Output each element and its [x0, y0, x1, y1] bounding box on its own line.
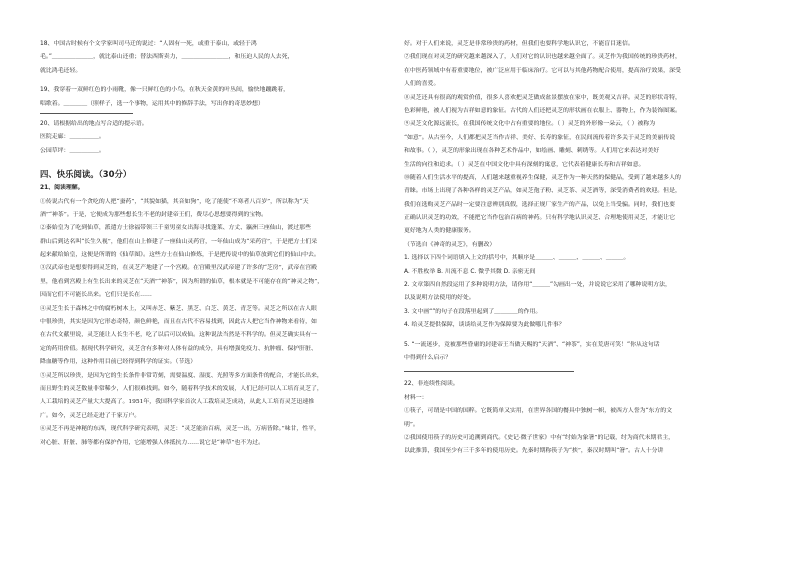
text-line: 人工栽培的灵芝产量大大提高了。1951年，我国科学家首次人工栽培灵芝成功，从此人工培育灵芝迅速推 — [40, 399, 315, 406]
text-line: ④灵芝生长于森林之中的腐朽树木上，又叫赤芝、紫芝、黑芝、白芝、黄芝、青芝等。灵芝之所以在古人眼 — [40, 305, 317, 312]
text-line: 里，他看到宫殿上有生长出来的灵芝在“天酒”“神茶”，因为所谓的仙草，根本就是不可能存在的“神灵之物”， — [40, 278, 324, 285]
text-line: 而且野生的灵芝数量非常稀少，人们很难找到。如今，随着科学技术的发展，人们已经可以人工培育灵芝了， — [40, 385, 323, 392]
text-line: ③汉武帝也是想要得到灵芝的，在灵芝产地建了一个宫殿。在宫殿里汉武帝建了许多的“芝房”，武帝在宫殿 — [40, 265, 317, 272]
text-line: 生活的向往和追求。（ ）灵芝在中国文化中具有深刻的寓意，它代表着健康长寿和吉祥如意。 — [404, 161, 645, 168]
text-line: ⑧灵芝还具有很高的观赏价值，很多人喜欢把灵芝做成盆景摆放在家中，既美观又吉祥。灵芝的形状奇特， — [404, 94, 681, 101]
text-line: ①筷子，可谓是中国的国粹。它既简单又实用，在世界各国的餐具中独树一帜，被西方人誉为“东方的文 — [404, 408, 673, 415]
text-line: “如意”。从古至今，人们都把灵芝当作吉祥、美好、长寿的象征，在民间流传着许多关于灵芝的美丽传说 — [404, 134, 676, 141]
text-line: A. 不胜枚举 B. 川流不息 C. 微乎其微 D. 亲密无间 — [404, 268, 536, 275]
text-line: 定的药用价值。据现代科学研究，灵芝含有多种对人体有益的成分，具有增强免疫力、抗肿瘤、保护肝脏、 — [40, 345, 317, 352]
text-line: 毛。”＿＿＿＿＿＿＿，就比泰山还重；替法西斯卖力，＿＿＿＿＿＿＿＿，和压迫人民的人去死， — [40, 54, 294, 61]
text-line: 19、我穿着一双鲜红色的小雨靴，像一只鲜红色的小鸟，在秋天金黄的叶丛间，愉快地蹦跳着， — [40, 87, 290, 94]
question-5 — [404, 339, 752, 366]
text-line: 唱歌着。＿＿＿＿（照样子，选一个事物，运用其中的修辞手法，写出你的奇思妙想） — [40, 100, 264, 107]
question-19 — [40, 84, 388, 111]
right-column — [404, 38, 752, 459]
text-line: 和故事。（ ），灵芝的形象出现在各种艺术作品中，如绘画、雕刻、刺绣等。人们用它来表达对美好 — [404, 148, 660, 155]
text-line: 在古代文献里说，灵芝能让人长生不老，吃了以后可以成仙。这种说法当然是不科学的。但灵芝确实具有一 — [40, 332, 317, 339]
text-line: 明”。 — [404, 421, 419, 428]
text-line: 酒”“神茶”。于是，它便成为那些想长生不老的封建帝王们，费尽心思想要得到的宝物。 — [40, 211, 267, 218]
text-line: 我们在选购灵芝产品时一定要注意辨别真假，选择正规厂家生产的产品，以免上当受骗。同时，我们也要 — [404, 201, 675, 208]
answer-line — [404, 371, 574, 372]
text-line: ①传说古代有一个贪吃的人把“蚕药”，“其貌如猫，其音如狗”，吃了能使“不寒者八百岁”，所以称为“天 — [40, 198, 309, 205]
text-line: 起来献给始皇，这便是所谓的《仙草图》。这些方士在仙山修炼，于是把传说中的仙草放到它们的仙山中去。 — [40, 252, 320, 259]
reading-passage-continued — [404, 38, 752, 252]
text-line: 公园草坪：＿＿＿＿＿。 — [40, 147, 105, 154]
text-line: 广。如今，灵芝已经走进了千家万户。 — [40, 412, 141, 419]
left-column — [40, 38, 388, 450]
text-line: 以此推算，我国至少有三千多年的使用历史。先秦时期称筷子为“挟”，秦汉时期叫“箸”。古人十分讲 — [404, 448, 664, 455]
text-line: 18、中国古时候有个文学家叫司马迁的说过：“人固有一死，或重于泰山，或轻于鸿 — [40, 41, 257, 47]
material-label: 材料一： — [404, 394, 428, 401]
question-22-title: 22、非连续性阅读。 — [404, 381, 459, 388]
text-line: 人们的喜爱。 — [404, 81, 440, 88]
text-line: 因而它们不可能长出来。它们只是长在…… — [40, 292, 152, 299]
text-line: ⑤灵芝所以珍贵，是因为它的生长条件非常苛刻，需要温度、湿度、光照等多方面条件的配合，才能长出来， — [40, 372, 323, 379]
text-line: 2. 文章第四自然段运用了多种说明方法，请你用“＿＿＿”勾画出一处，并说说它采用了哪种说明方法， — [404, 282, 671, 289]
text-line: 色彩鲜艳，被人们视为吉祥如意的象征。古代的人们还把灵芝的形状画在衣服上、器物上，作为装饰图案。 — [404, 107, 681, 114]
text-line: 医院走廊：＿＿＿＿＿。 — [40, 134, 105, 141]
text-line: 更好地为人类的健康服务。 — [404, 228, 475, 235]
text-line: ⑨灵芝文化源远流长，在我国传统文化中占有重要的地位。（ ）灵芝的外形像一朵云，（ ）被称为 — [404, 121, 656, 128]
text-line: ⑥灵芝不再是神秘的东西，现代科学研究表明，灵芝：“灵芝能治百病，灵芝一出，万病皆除。”味甘，性平， — [40, 426, 320, 433]
question-18 — [40, 38, 388, 78]
question-21-title: 21、阅读理解。 — [40, 185, 84, 192]
text-line: 对心脏、肝脏、肺等都有保护作用，它能增强人体抵抗力……说它是“神草”也不为过。 — [40, 439, 264, 446]
material-one — [404, 405, 752, 459]
text-line: 在中医药领域中有着重要地位，被广泛应用于临床治疗。它可以与其他药物配合使用，提高治疗效果，深受 — [404, 67, 681, 74]
text-line: 正确认识灵芝的功效，不能把它当作包治百病的神药。只有科学地认识灵芝、合理地使用灵芝，才能让它 — [404, 215, 675, 222]
text-line: 青睐。市场上出现了各种各样的灵芝产品，如灵芝孢子粉、灵芝茶、灵芝酒等，深受消费者的欢迎。但是， — [404, 188, 681, 195]
text-line: 5. “一流迷步，竟被那些昏庸的封建帝王当做天赐的“天酒”、“神茶”，实在荒唐可笑！”你从这句话 — [404, 341, 660, 348]
answer-line — [40, 113, 133, 114]
text-line: 以及说明方法使用的好处。 — [404, 295, 475, 302]
text-line: 中很珍贵，其实是因为它形态奇特，颜色鲜艳，而且在古代不容易找到，因此古人把它当作神物来看待，如 — [40, 319, 317, 326]
text-line: ⑦我们现在对灵芝的研究越来越深入了，人们对它的认识也越来越全面了。灵芝作为我国传统的珍贵药材， — [404, 54, 681, 61]
section-heading: 四、快乐阅读。（30分） — [40, 169, 132, 180]
text-line: 4. 给灵芝提供保障，谈谈给灵芝作为保障要为此做哪几件事？ — [404, 322, 565, 329]
text-line: 3. 文中画“”的句子在段落里起到了＿＿＿＿的作用。 — [404, 308, 542, 315]
text-line: 20、请根据给出的地点写合适的提示语。 — [40, 120, 148, 127]
reading-questions — [404, 252, 752, 332]
text-line: （节选自《神奇的灵芝》，有删改） — [404, 241, 496, 248]
text-line: 群山后到达名叫“长生久视”，他们在山上修建了一座仙山灵药宫，一年仙山成为“采药宫”，于是把方士们采 — [40, 238, 318, 245]
text-line: 好。对于人们来说，灵芝是非常珍贵的药材，但我们也要科学地认识它，不能盲目迷信。 — [404, 41, 634, 47]
reading-passage — [40, 196, 388, 450]
text-line: ⑩随着人们生活水平的提高，人们越来越重视养生保健，灵芝作为一种天然的保健品，受到了越来越多人的 — [404, 174, 681, 181]
text-line: 中得到什么启示？ — [404, 354, 452, 361]
text-line: 降血糖等作用，这种作用目前已经得到科学的证实。（节选） — [40, 359, 197, 366]
text-line: ②秦始皇为了吃到仙草，派遣方士徐福带领三千童男童女出海寻找蓬莱、方丈、瀛洲三座仙山，渡过那些 — [40, 225, 311, 232]
text-line: 1. 选择以下四个词语填入上文的括号中，其顺序是＿＿＿、＿＿＿、＿＿＿、＿＿＿。 — [404, 255, 630, 262]
text-line: 就比鸿毛还轻。 — [40, 67, 82, 74]
question-20 — [40, 118, 388, 158]
text-line: ②我国使用筷子的历史可追溯到商代。《史记·微子世家》中有“纣始为象箸”的记载，纣为商代末期君主， — [404, 434, 675, 441]
